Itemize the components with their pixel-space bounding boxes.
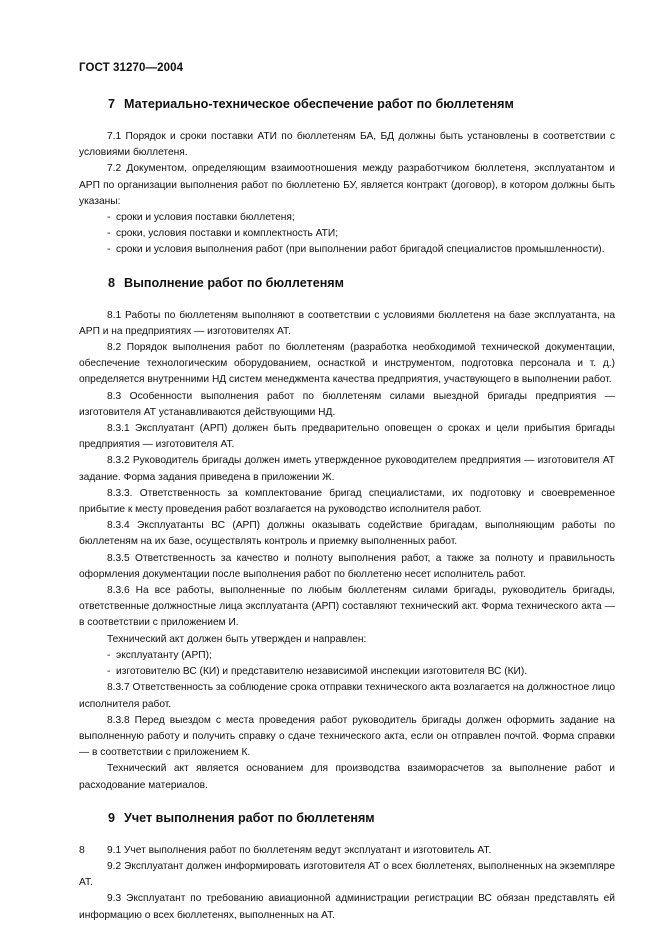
paragraph: 8.3.4 Эксплуатанты ВС (АРП) должны оказывать содействие бригадам, выполняющим работы по бюллетеням на их базе, осуществлять контроль и приемку выполненных работ.	[79, 520, 615, 548]
page-number: 8	[79, 844, 85, 856]
section-heading: 9 Учет выполнения работ по бюллетеням	[108, 810, 375, 825]
dash-marker: -	[107, 666, 111, 678]
paragraph: 8.3.7 Ответственность за соблюдение срока отправки технического акта возлагается на должностное лицо исполнителя работ.	[79, 682, 615, 710]
section-heading: 7 Материально-техническое обеспечение работ по бюллетеням	[108, 97, 514, 111]
list-item-text: сроки и условия поставки бюллетеня;	[116, 212, 295, 224]
section-7	[79, 96, 615, 259]
paragraph: 8.3.5 Ответственность за качество и полноту выполнения работ, а также за полноту и правильность оформления документации после выполнения работ по бюллетеню несет исполнитель работ.	[79, 552, 615, 580]
paragraph: 8.1 Работы по бюллетеням выполняют в соответствии с условиями бюллетеня на базе эксплуатанта, на АРП и на предприятиях — изготовителях АТ.	[79, 309, 615, 337]
section-heading: 8 Выполнение работ по бюллетеням	[108, 275, 344, 290]
section-8	[79, 275, 615, 794]
paragraph: 8.3 Особенности выполнения работ по бюллетеням силами выездной бригады предприятия — изготовителя АТ устанавливаются действующими НД.	[79, 390, 615, 418]
list-item	[79, 648, 615, 664]
section-9	[79, 810, 615, 924]
paragraph: 8.3.8 Перед выездом с места проведения работ руководитель бригады должен оформить задание на выполненную работу и получить справку о сдаче технического акта, если он отправлен почтой. Форма справки — в соответствии с приложением К.	[79, 714, 615, 759]
paragraph: 9.3 Эксплуатант по требованию авиационной администрации регистрации ВС обязан представлять ей информацию о всех бюллетенях, выполненных на АТ.	[79, 893, 615, 921]
paragraph: 9.2 Эксплуатант должен информировать изготовителя АТ о всех бюллетенях, выполненных на экземпляре АТ.	[79, 860, 615, 889]
dash-marker: -	[107, 212, 111, 224]
list-item	[79, 210, 615, 226]
list-item	[79, 226, 615, 242]
paragraph: 8.3.6 На все работы, выполненные по любым бюллетеням силами бригады, руководитель бригады, ответственные должностные лица эксплуатанта (АРП) составляют технический акт. Форма технического акта — в соответствии с приложением И.	[79, 585, 615, 629]
paragraph: 7.1 Порядок и сроки поставки АТИ по бюллетеням БА, БД должны быть установлены в соответствии с условиями бюллетеня.	[79, 131, 615, 159]
paragraph: Технический акт является основанием для производства взаиморасчетов за выполнение работ и расходование материалов.	[79, 763, 615, 791]
paragraph: 8.2 Порядок выполнения работ по бюллетеням (разработка необходимой технической документации, обеспечение технологическим оборудованием, оснасткой и инструментом, подготовка персонала и т. д.) определяется внутренними НД систем менеджмента качества предприятия, участвующего в выполнении работ.	[79, 342, 615, 386]
paragraph: 9.1 Учет выполнения работ по бюллетеням ведут эксплуатант и изготовитель АТ.	[107, 844, 492, 856]
list-item-text: сроки, условия поставки и комплектность АТИ;	[116, 228, 339, 240]
paragraph: 8.3.1 Эксплуатант (АРП) должен быть предварительно оповещен о сроках и цели прибытия бригады предприятия — изготовителя АТ.	[79, 423, 615, 451]
list-item	[79, 242, 615, 258]
dash-marker: -	[107, 244, 111, 256]
dash-marker: -	[107, 649, 111, 661]
dash-marker: -	[107, 228, 111, 240]
document-body	[79, 82, 615, 940]
paragraph: 7.2 Документом, определяющим взаимоотношения между разработчиком бюллетеня, эксплуатантом и АРП по организации выполнения работ по бюллетеню БУ, является контракт (договор), в котором должны быть указаны:	[79, 163, 615, 207]
list-item-text: эксплуатанту (АРП);	[116, 649, 212, 661]
paragraph: Технический акт должен быть утвержден и направлен:	[107, 633, 367, 645]
document-code: ГОСТ 31270—2004	[79, 62, 184, 74]
list-item-text: изготовителю ВС (КИ) и представителю независимой инспекции изготовителя ВС (КИ).	[116, 666, 528, 678]
paragraph: 8.3.2 Руководитель бригады должен иметь утвержденное руководителем предприятия — изготовителя АТ задание. Форма задания приведена в приложении Ж.	[79, 455, 615, 483]
paragraph: 8.3.3. Ответственность за комплектование бригад специалистами, их подготовку и своевременное прибытие к месту проведения работ возлагается на руководство исполнителя работ.	[79, 487, 615, 516]
list-item	[79, 664, 615, 680]
list-item-text: сроки и условия выполнения работ (при выполнении работ бригадой специалистов промышленности).	[116, 244, 605, 256]
